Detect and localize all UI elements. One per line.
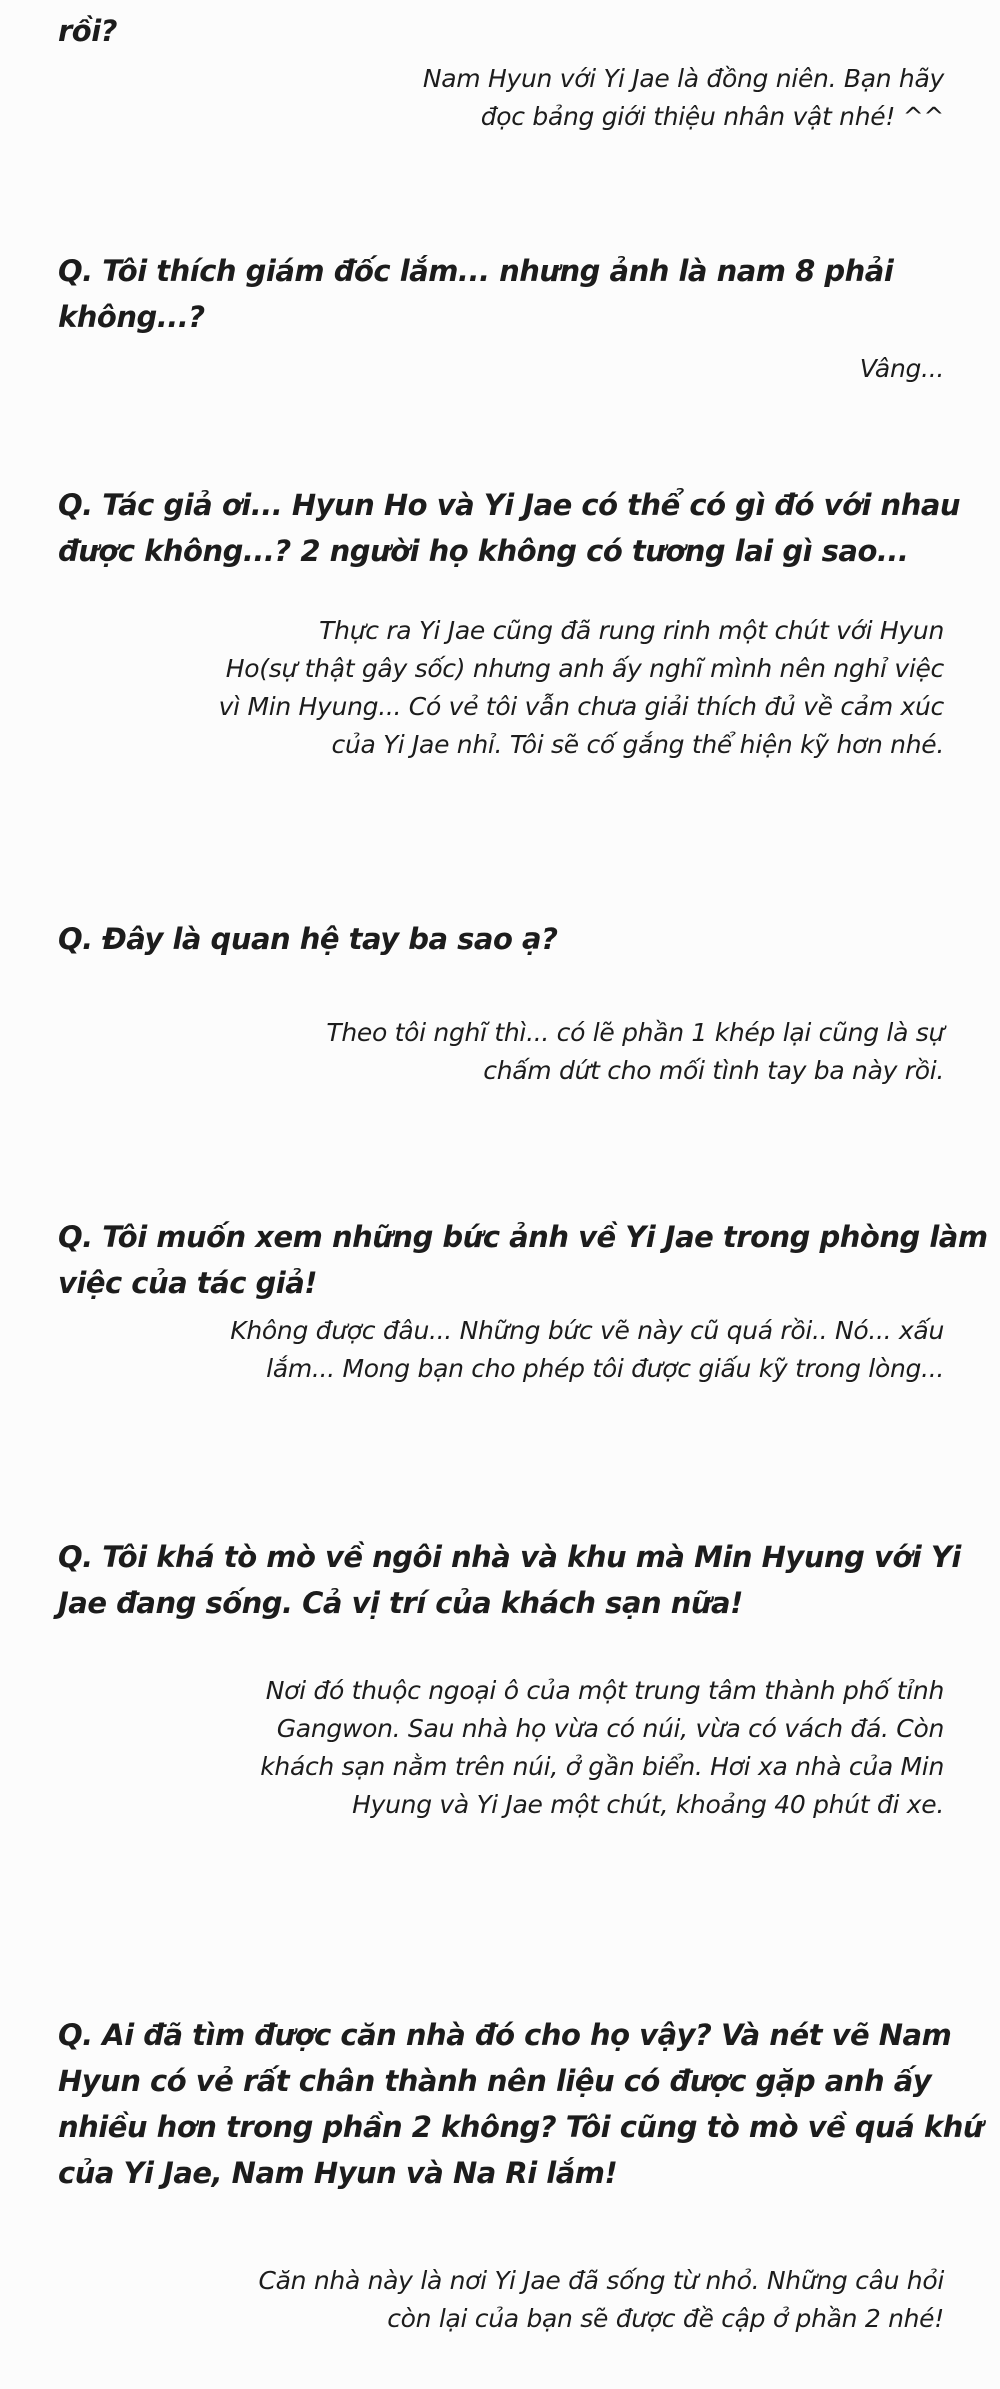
question-line: Hyun có vẻ rất chân thành nên liệu có được gặp anh ấy: [58, 2064, 932, 2098]
answer-2: [58, 612, 944, 764]
question-line: Q. Đây là quan hệ tay ba sao ạ?: [58, 922, 558, 956]
answer-line: lắm... Mong bạn cho phép tôi được giấu kỹ trong lòng...: [266, 1354, 944, 1383]
question-5: [58, 1534, 961, 1626]
question-2: [58, 482, 961, 574]
answer-line: Ho(sự thật gây sốc) nhưng anh ấy nghĩ mình nên nghỉ việc: [225, 654, 944, 683]
answer-line: khách sạn nằm trên núi, ở gần biển. Hơi xa nhà của Min: [260, 1752, 944, 1781]
question-1: [58, 248, 944, 340]
answer-line: Nơi đó thuộc ngoại ô của một trung tâm thành phố tỉnh: [265, 1676, 944, 1705]
question-4: [58, 1214, 988, 1306]
question-line: việc của tác giả!: [58, 1266, 318, 1300]
intro-question-fragment: [58, 8, 944, 54]
answer-5: [58, 1672, 944, 1824]
question-line: Q. Tôi muốn xem những bức ảnh về Yi Jae trong phòng làm: [58, 1220, 988, 1254]
intro-answer: [58, 60, 944, 136]
answer-line: Hyung và Yi Jae một chút, khoảng 40 phút đi xe.: [352, 1790, 944, 1819]
question-line: Jae đang sống. Cả vị trí của khách sạn nữa!: [58, 1586, 743, 1620]
question-3: [58, 916, 944, 962]
question-line: không...?: [58, 300, 205, 334]
answer-line: Thực ra Yi Jae cũng đã rung rinh một chút với Hyun: [319, 616, 944, 645]
question-line: nhiều hơn trong phần 2 không? Tôi cũng tò mò về quá khứ: [58, 2110, 983, 2144]
question-line: Q. Tôi thích giám đốc lắm... nhưng ảnh là nam 8 phải: [58, 254, 894, 288]
question-line: Q. Tác giả ơi... Hyun Ho và Yi Jae có thể có gì đó với nhau: [58, 488, 961, 522]
question-line: được không...? 2 người họ không có tương lai gì sao...: [58, 534, 909, 568]
answer-line: Căn nhà này là nơi Yi Jae đã sống từ nhỏ. Những câu hỏi: [258, 2266, 944, 2295]
answer-line: Gangwon. Sau nhà họ vừa có núi, vừa có vách đá. Còn: [276, 1714, 944, 1743]
answer-line: của Yi Jae nhỉ. Tôi sẽ cố gắng thể hiện kỹ hơn nhé.: [331, 730, 944, 759]
answer-line: Nam Hyun với Yi Jae là đồng niên. Bạn hãy: [422, 64, 944, 93]
question-line: Q. Ai đã tìm được căn nhà đó cho họ vậy? Và nét vẽ Nam: [58, 2018, 952, 2052]
question-line: Q. Tôi khá tò mò về ngôi nhà và khu mà Min Hyung với Yi: [58, 1540, 961, 1574]
answer-line: Không được đâu... Những bức vẽ này cũ quá rồi.. Nó... xấu: [230, 1316, 944, 1345]
answer-line: Theo tôi nghĩ thì... có lẽ phần 1 khép lại cũng là sự: [326, 1018, 944, 1047]
answer-line: chấm dứt cho mối tình tay ba này rồi.: [483, 1056, 944, 1085]
question-line: rồi?: [58, 14, 117, 48]
answer-line: còn lại của bạn sẽ được đề cập ở phần 2 nhé!: [387, 2304, 944, 2333]
question-6: [58, 2012, 983, 2196]
answer-line: vì Min Hyung... Có vẻ tôi vẫn chưa giải thích đủ về cảm xúc: [218, 692, 944, 721]
question-line: của Yi Jae, Nam Hyun và Na Ri lắm!: [58, 2156, 618, 2190]
answer-4: [58, 1312, 944, 1388]
answer-1: [58, 350, 944, 388]
answer-line: đọc bảng giới thiệu nhân vật nhé! ^^: [480, 102, 944, 131]
answer-line: Vâng...: [859, 354, 944, 383]
answer-6: [58, 2262, 944, 2338]
answer-3: [58, 1014, 944, 1090]
